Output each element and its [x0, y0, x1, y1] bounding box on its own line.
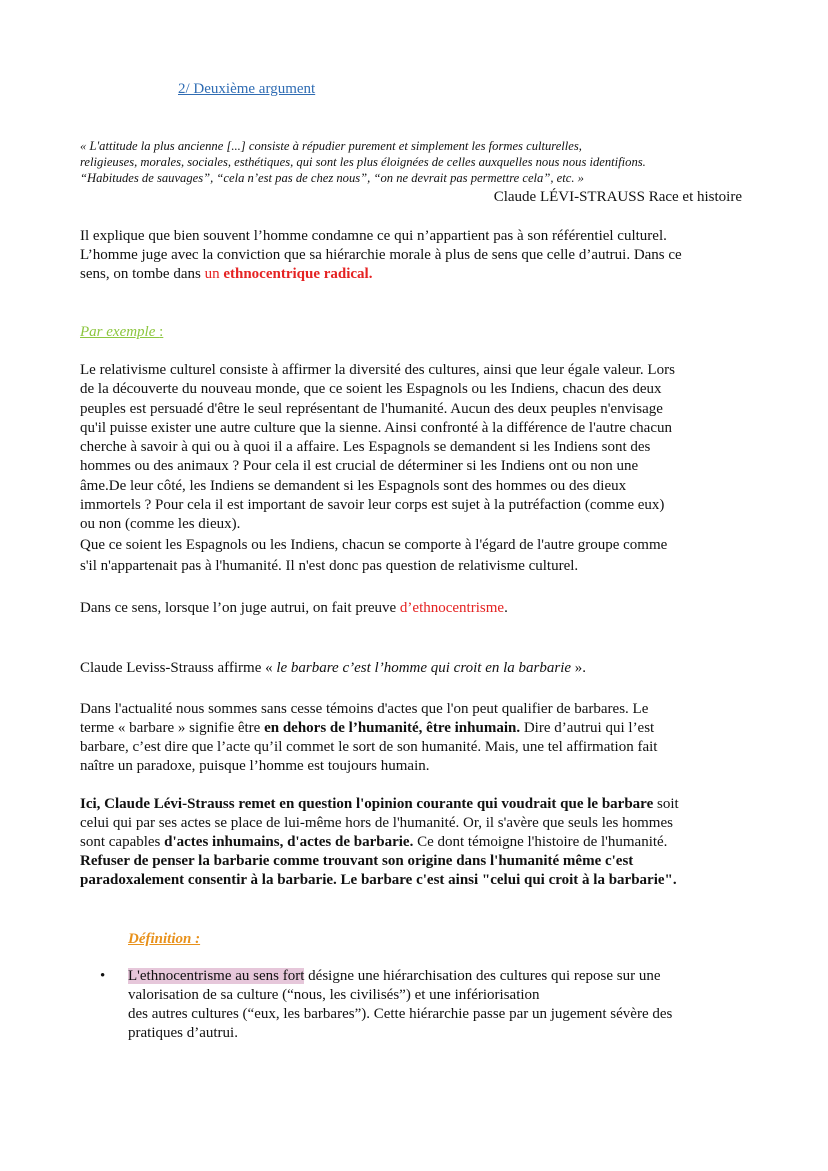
text-line: âme.De leur côté, les Indiens se demandent si les Espagnols sont des hommes ou des dieux: [80, 477, 627, 494]
text-line: Il explique que bien souvent l’homme condamne ce qui n’appartient pas à son référentiel culturel.: [80, 228, 667, 244]
text-line: valorisation de sa culture (“nous, les civilisés”) et une infériorisation: [128, 987, 540, 1003]
section-heading-link[interactable]: 2/ Deuxième argument: [178, 81, 316, 97]
citation-italic: le barbare c’est l’homme qui croit en la barbarie: [276, 660, 572, 676]
definition-item: [128, 967, 748, 1043]
text-line: hommes ou des animaux ? Pour cela il est crucial de déterminer si les Indiens ont ou non une: [80, 458, 639, 475]
quote-attribution: Claude LÉVI-STRAUSS Race et histoire: [493, 189, 742, 205]
text-line: Dans l'actualité nous sommes sans cesse témoins d'actes que l'on peut qualifier de barbares. Le: [80, 701, 649, 717]
text-line: naître un paradoxe, puisque l’homme est toujours humain.: [80, 758, 430, 774]
text-line: L'ethnocentrisme au sens fort désigne une hiérarchisation des cultures qui repose sur une: [128, 968, 661, 984]
text-line: Le relativisme culturel consiste à affirmer la diversité des cultures, ainsi que leur égale valeur. Lors: [80, 362, 675, 378]
quote-line: « L'attitude la plus ancienne [...] consiste à répudier purement et simplement les formes culturelles,: [80, 139, 582, 153]
text-line: peuples est persuadé d'être le seul représentant de l'humanité. Aucun des deux peuples n'envisage: [80, 400, 663, 417]
paragraph-citation: Claude Leviss-Strauss affirme « le barbare c’est l’homme qui croit en la barbarie ».: [80, 660, 587, 676]
definition-title: Définition :: [128, 931, 201, 947]
text-line: celui qui par ses actes se place de lui-même hors de l'humanité. Or, il s'avère que seuls les hommes: [80, 815, 673, 831]
text-line: Ici, Claude Lévi-Strauss remet en question l'opinion courante qui voudrait que le barbare soit: [80, 796, 679, 812]
text-line: paradoxalement consentir à la barbarie. Le barbare c'est ainsi "celui qui croit à la barbarie".: [80, 872, 677, 888]
text-line: pratiques d’autrui.: [128, 1025, 238, 1041]
text-line: L’homme juge avec la conviction que sa hiérarchie morale à plus de sens que celle d’autrui. Dans ce: [80, 247, 682, 263]
text-line: cherche à savoir à qui ou à quoi il a affaire. Les Espagnols se demandent si les Indiens sont des: [80, 439, 651, 456]
emphasis-red: un: [204, 266, 224, 282]
text-line: de la découverte du nouveau monde, que ce soient les Espagnols ou les Indiens, chacun des deux: [80, 381, 662, 398]
text-line: des autres cultures (“eux, les barbares”). Cette hiérarchie passe par un jugement sévère des: [128, 1006, 673, 1022]
text-line: Refuser de penser la barbarie comme trouvant son origine dans l'humanité même c'est: [80, 853, 634, 869]
text-line: barbare, c’est dire que l’acte qu’il commet le sort de son humanité. Mais, une tel affirmation fait: [80, 739, 658, 755]
paragraph-explanation: [80, 227, 752, 284]
paragraph-relativism-tail: [80, 535, 752, 577]
example-label: Par exemple :: [80, 324, 164, 340]
highlighted-term: L'ethnocentrisme au sens fort: [128, 968, 305, 984]
epigraph-quote: [80, 138, 770, 186]
paragraph-relativism: [80, 361, 752, 535]
text-line: terme « barbare » signifie être en dehors de l’humanité, être inhumain. Dire d’autrui qui l’est: [80, 720, 655, 736]
text-line: s'il n'appartenait pas à l'humanité. Il n'est donc pas question de relativisme culturel.: [80, 558, 579, 574]
text-line: Que ce soient les Espagnols ou les Indiens, chacun se comporte à l'égard de l'autre groupe comme: [80, 537, 668, 553]
emphasis-red-bold: ethnocentrique radical.: [223, 266, 373, 282]
text-line: immortels ? Pour cela il est important de savoir leur corps est sujet à la putréfaction (comme eux): [80, 497, 665, 514]
text-line: qu'il puisse exister une autre culture que la sienne. Ainsi confronté à la différence de l'autre chacun: [80, 419, 672, 436]
text-line: sens, on tombe dans un ethnocentrique radical.: [80, 266, 373, 282]
quote-line: religieuses, morales, sociales, esthétiques, qui sont les plus éloignées de celles auxquelles nous nous identifions.: [80, 155, 646, 169]
paragraph-ethnocentrism: Dans ce sens, lorsque l’on juge autrui, on fait preuve d’ethnocentrisme.: [80, 600, 508, 616]
text-line: ou non (comme les dieux).: [80, 516, 241, 533]
bullet-icon: •: [100, 968, 106, 984]
quote-line: “Habitudes de sauvages”, “cela n’est pas de chez nous”, “on ne devrait pas permettre cela”, etc. »: [80, 171, 584, 185]
paragraph-levi-strauss: [80, 795, 752, 890]
paragraph-barbarian: [80, 700, 752, 776]
text-line: sont capables d'actes inhumains, d'actes de barbarie. Ce dont témoigne l'histoire de l'humanité.: [80, 834, 668, 850]
emphasis-red: d’ethnocentrisme: [399, 600, 505, 616]
